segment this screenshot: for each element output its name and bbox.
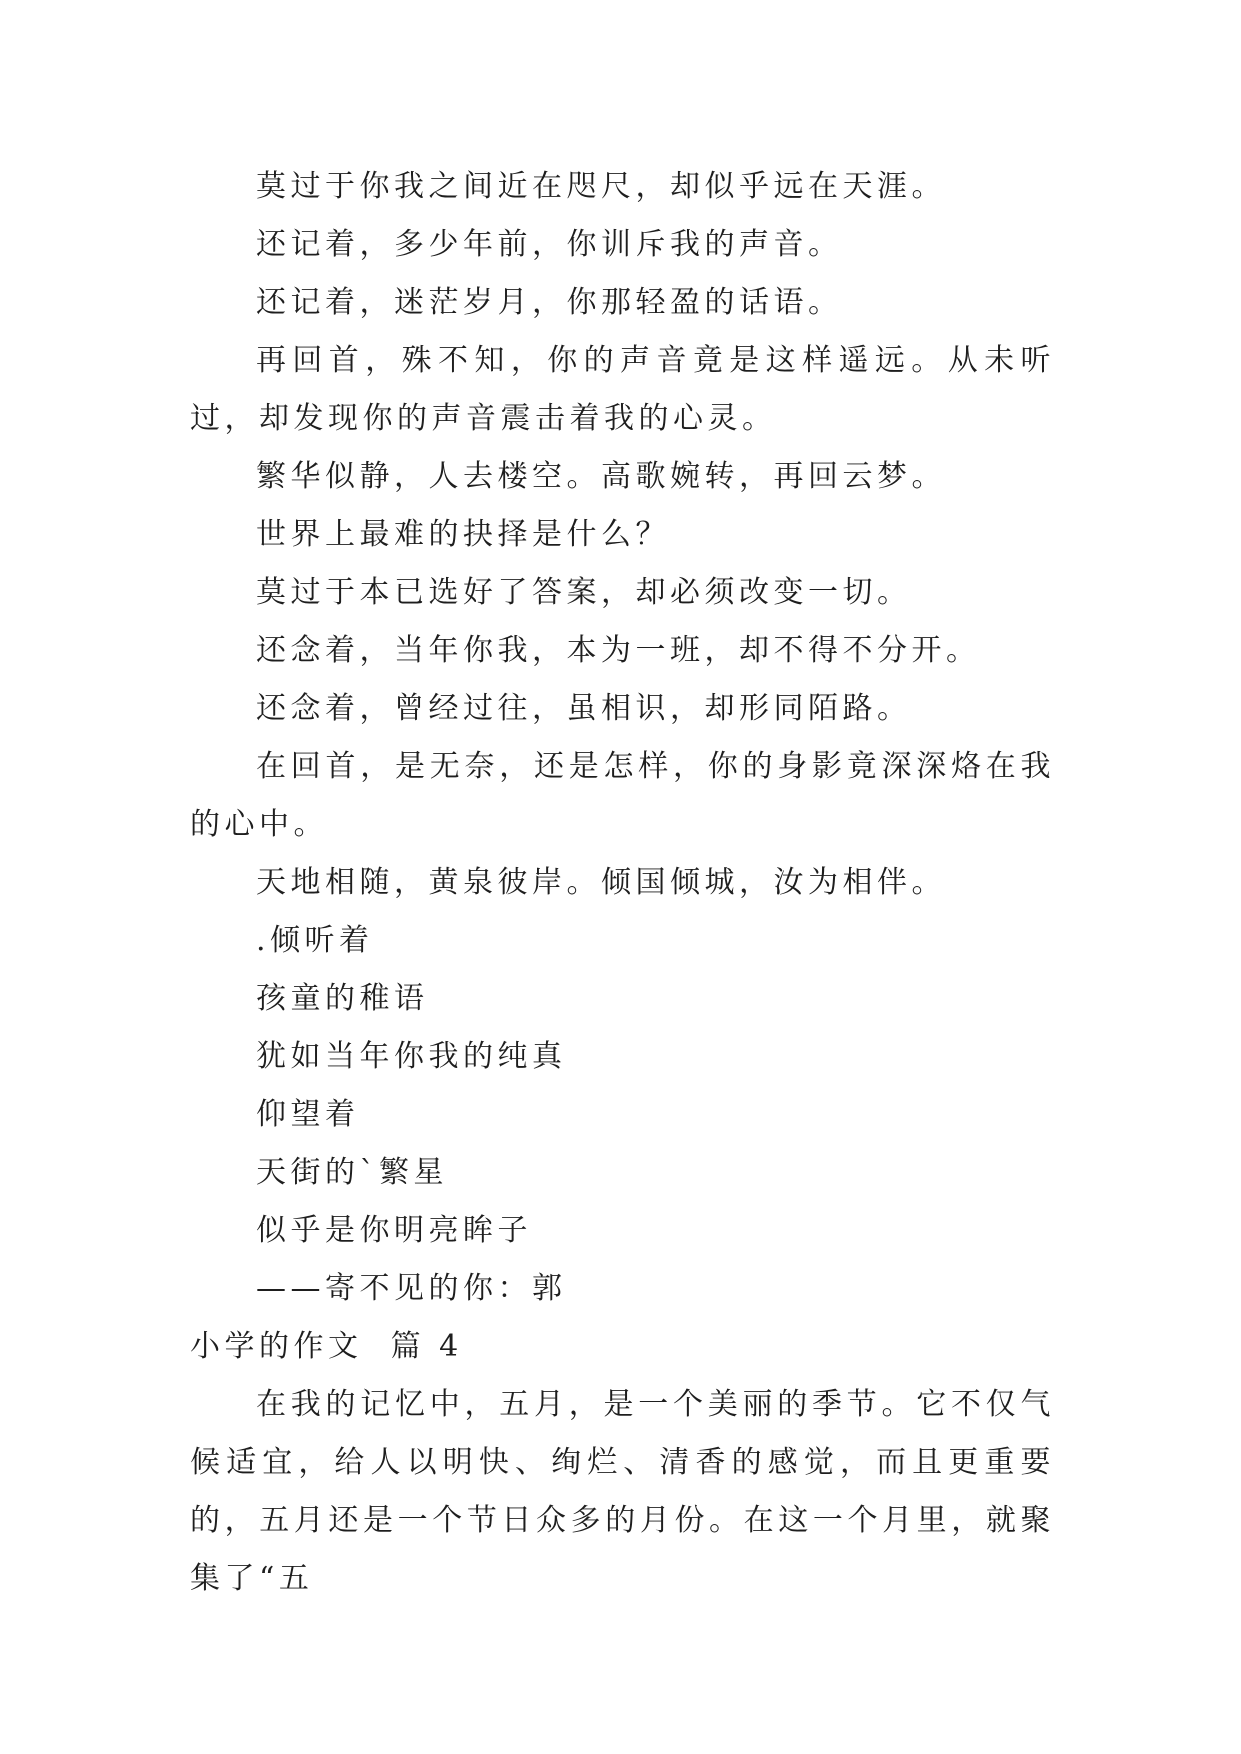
paragraph: 繁华似静，人去楼空。高歌婉转，再回云梦。 (256, 459, 946, 494)
paragraph: 莫过于你我之间近在咫尺，却似乎远在天涯。 (256, 169, 946, 204)
paragraph: 世界上最难的抉择是什么？ (256, 517, 670, 552)
paragraph: 还记着，迷茫岁月，你那轻盈的话语。 (256, 285, 843, 320)
poem-line: 孩童的稚语 (256, 981, 429, 1016)
document-body (190, 158, 1055, 1608)
paragraph: 莫过于本已选好了答案，却必须改变一切。 (256, 575, 912, 610)
paragraph: 还念着，当年你我，本为一班，却不得不分开。 (256, 633, 981, 668)
paragraph: 还念着，曾经过往，虽相识，却形同陌路。 (256, 691, 912, 726)
poem-line: 天街的`繁星 (256, 1155, 448, 1190)
section-heading: 小学的作文 篇 4 (190, 1329, 463, 1364)
paragraph: 天地相随，黄泉彼岸。倾国倾城，汝为相伴。 (256, 865, 946, 900)
poem-signature: ——寄不见的你：郭 (256, 1271, 567, 1306)
poem-line: 似乎是你明亮眸子 (256, 1213, 532, 1248)
paragraph: 在我的记忆中，五月，是一个美丽的季节。它不仅气候适宜，给人以明快、绚烂、清香的感觉，而且更重要的，五月还是一个节日众多的月份。在这一个月里，就聚集了“五 (190, 1387, 1055, 1596)
poem-line: .倾听着 (256, 923, 374, 958)
poem-line: 仰望着 (256, 1097, 360, 1132)
poem-line: 犹如当年你我的纯真 (256, 1039, 567, 1074)
paragraph: 再回首，殊不知，你的声音竟是这样遥远。从未听过，却发现你的声音震击着我的心灵。 (190, 343, 1055, 436)
paragraph: 还记着，多少年前，你训斥我的声音。 (256, 227, 843, 262)
paragraph: 在回首，是无奈，还是怎样，你的身影竟深深烙在我的心中。 (190, 749, 1055, 842)
